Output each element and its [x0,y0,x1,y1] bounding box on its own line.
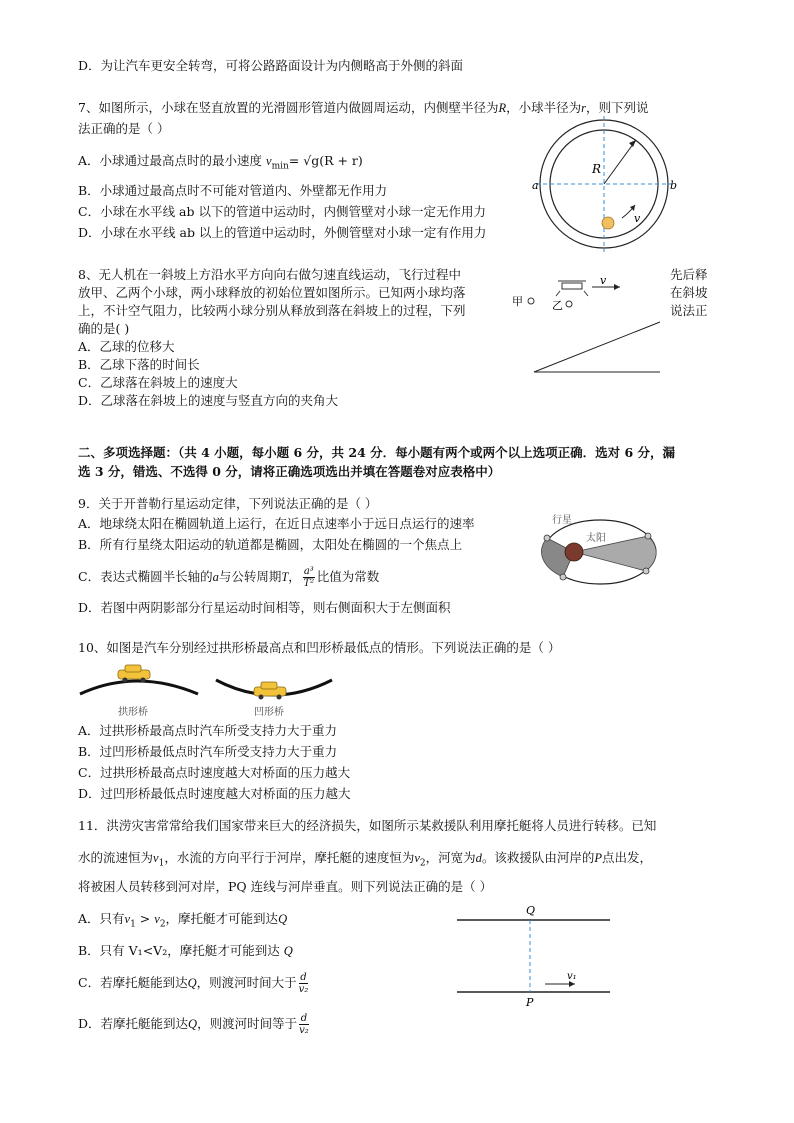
q11-stem-line1: 11．洪涝灾害常常给我们国家带来巨大的经济损失，如图所示某救援队利用摩托艇将人员进行转移。已知 [78,818,657,833]
q6-option-d: D．为让汽车更安全转弯，可将公路路面设计为内侧略高于外侧的斜面 [78,58,464,73]
q7-option-a: A．小球通过最高点时的最小速度 $v_{min}= √g(R + r)$ [78,153,363,172]
q8-fig-label-v: v [600,274,607,287]
q7-option-b: B．小球通过最高点时不可能对管道内、外壁都无作用力 [78,183,388,198]
q7-fig-label-r: R [592,162,602,176]
q10-option-a: A．过拱形桥最高点时汽车所受支持力大于重力 [78,723,338,738]
q8-fig-label-yi: 乙 [552,299,563,312]
q10-option-c: C．过拱形桥最高点时速度越大对桥面的压力越大 [78,765,351,780]
q8-stem-line2: 放甲、乙两个小球，两小球释放的初始位置如图所示。已知两小球均落 [78,285,466,300]
q11-stem-line2: 水的流速恒为$v_1$，水流的方向平行于河岸，摩托艇的速度恒为$v_2$，河宽为d。该救援队由河岸的P点出发， [78,850,653,869]
car-icon [254,682,286,700]
q9-fig-label-planet: 行星 [552,515,572,526]
q9-stem: 9．关于开普勒行星运动定律，下列说法正确的是（ ） [78,496,378,511]
q8-stem-line1-right: 先后释 [670,267,708,282]
q8-option-c: C．乙球落在斜坡上的速度大 [78,375,238,390]
q7-fig-label-b: b [670,179,678,192]
q10-option-b: B．过凹形桥最低点时汽车所受支持力大于重力 [78,744,338,759]
q8-stem-line3: 上，不计空气阻力，比较两小球分别从释放到落在斜坡上的过程，下列 [78,303,466,318]
q10-fig-label-concave: 凹形桥 [254,707,284,718]
q8-ball-yi [566,301,572,307]
q8-stem-line1: 8、无人机在一斜坡上方沿水平方向向右做匀速直线运动，飞行过程中 [78,267,461,282]
q9-option-d: D．若图中两阴影部分行星运动时间相等，则右侧面积大于左侧面积 [78,600,451,615]
q7-option-c: C．小球在水平线 ab 以下的管道中运动时，内侧管壁对小球一定无作用力 [78,204,486,219]
q11-stem-line3: 将被困人员转移到河对岸，PQ 连线与河岸垂直。则下列说法正确的是（ ） [78,879,493,894]
q7-fig-label-a: a [532,179,539,192]
q11-option-c: C．若摩托艇能到达Q，则渡河时间大于 $\frac{d}{\text{v₂}}$ [78,972,309,995]
q11-river-figure [455,900,615,1010]
q8-stem-line2-right: 在斜坡 [670,285,708,300]
q8-option-b: B．乙球下落的时间长 [78,357,200,372]
q11-fig-label-v1: v₁ [567,971,577,982]
q8-option-a: A．乙球的位移大 [78,339,175,354]
sun-icon [565,543,583,561]
q10-option-d: D．过凹形桥最低点时速度越大对桥面的压力越大 [78,786,351,801]
q7-fig-label-v: v [634,212,641,225]
q7-stem-line1: 7、如图所示，小球在竖直放置的光滑圆形管道内做圆周运动，内侧壁半径为R，小球半径为r，则下列说 [78,100,649,115]
section2-heading-line1: 二、多项选择题：（共 4 小题，每小题 6 分，共 24 分．每小题有两个或两个以上选项正确．选对 6 分，漏 [78,445,676,460]
q8-drone-slope-figure [510,272,670,377]
q11-fig-label-p: P [526,996,534,1009]
q7-ball [602,217,614,229]
q10-stem: 10、如图是汽车分别经过拱形桥最高点和凹形桥最低点的情形。下列说法正确的是（ ） [78,640,561,655]
q9-ellipse-orbit-figure [540,510,670,590]
q11-option-d: D．若摩托艇能到达Q，则渡河时间等于 $\frac{d}{\text{v₂}}$ [78,1013,309,1036]
q9-option-a: A．地球绕太阳在椭圆轨道上运行，在近日点速率小于远日点运行的速率 [78,516,475,531]
q9-option-b: B．所有行星绕太阳运动的轨道都是椭圆，太阳处在椭圆的一个焦点上 [78,537,463,552]
q10-fig-label-arch: 拱形桥 [118,707,148,718]
q8-fig-label-jia: 甲 [512,295,523,308]
q7-option-d: D．小球在水平线 ab 以上的管道中运动时，外侧管壁对小球一定有作用力 [78,225,487,240]
q11-option-b: B．只有 V₁<V₂，摩托艇才可能到达 Q [78,943,293,958]
q7-circular-tube-figure [530,110,680,250]
q8-ball-jia [528,298,534,304]
q11-option-a: A．只有$v_1 > v_2$，摩托艇才可能到达Q [78,911,288,930]
section2-heading-line2: 选 3 分，错选、不选得 0 分，请将正确选项选出并填在答题卷对应表格中） [78,464,501,479]
q9-fig-label-sun: 太阳 [586,533,606,544]
q8-option-d: D．乙球落在斜坡上的速度与竖直方向的夹角大 [78,393,339,408]
q8-stem-line4: 确的是( ) [78,321,130,336]
q11-fig-label-q: Q [526,904,536,917]
q10-bridges-figure [78,662,348,722]
q8-stem-line3-right: 说法正 [670,303,708,318]
q7-stem-line2: 法正确的是（ ） [78,121,170,136]
drone-icon [556,281,588,296]
q9-option-c: C．表达式椭圆半长轴的a与公转周期T， $\frac{\text{a³}}{\text{T²}}$ 比值为常数 [78,566,380,589]
